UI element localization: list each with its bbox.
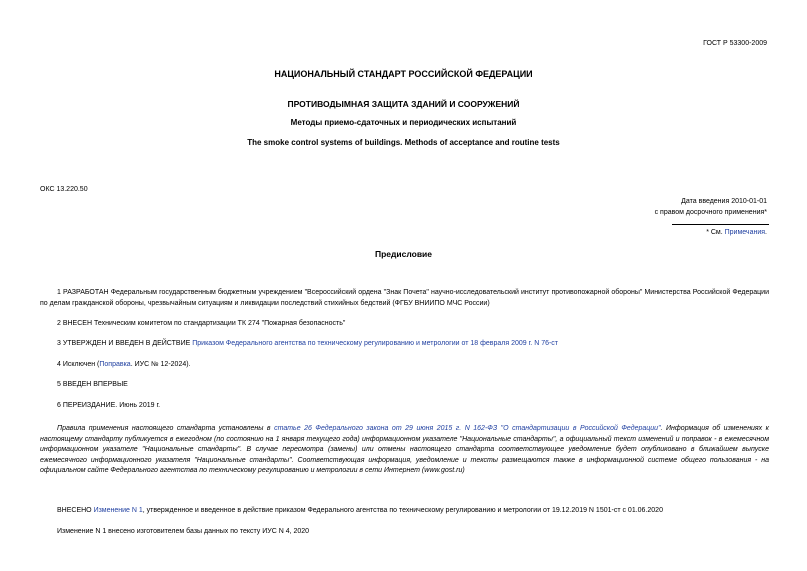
footnote-divider (672, 224, 769, 225)
intro-date: Дата введения 2010-01-01 (681, 198, 767, 205)
federal-law-link[interactable]: статье 26 Федерального закона от 29 июня 2015 г. N 162-ФЗ "О стандартизации в Российской Федерации" (274, 425, 661, 432)
title-en: The smoke control systems of buildings. Methods of acceptance and routine tests (247, 138, 560, 147)
preface-heading: Предисловие (374, 249, 433, 259)
subtitle-ru: Методы приемо-сдаточных и периодических испытаний (290, 118, 517, 127)
oks-code: ОКС 13.220.50 (40, 186, 88, 193)
document-code: ГОСТ Р 53300-2009 (703, 40, 767, 47)
standard-type-heading: НАЦИОНАЛЬНЫЙ СТАНДАРТ РОССИЙСКОЙ ФЕДЕРАЦИИ (274, 69, 533, 79)
preface-item-3: 3 УТВЕРЖДЕН И ВВЕДЕН В ДЕЙСТВИЕ Приказом Федерального агентства по техническому регулированию и метрологии от 18 февраля 2009 г. N 76-ст (57, 340, 559, 347)
preface-item-5: 5 ВВЕДЕН ВПЕРВЫЕ (57, 381, 128, 388)
amendment-note: ВНЕСЕНО Изменение N 1, утвержденное и введенное в действие приказом Федерального агентства по техническому регулированию и метрологии от 19.12.2019 N 1501-ст с 01.06.2020 (57, 507, 663, 514)
amendment-link[interactable]: Изменение N 1 (93, 507, 143, 514)
notes-link[interactable]: Примечания (724, 229, 766, 236)
preface-item-6: 6 ПЕРЕИЗДАНИЕ. Июнь 2019 г. (57, 402, 161, 409)
preface-item-4: 4 Исключен (Поправка. ИУС № 12-2024). (57, 361, 191, 368)
title-ru: ПРОТИВОДЫМНАЯ ЗАЩИТА ЗДАНИЙ И СООРУЖЕНИЙ (287, 99, 520, 109)
preface-item-2: 2 ВНЕСЕН Техническим комитетом по стандартизации ТК 274 "Пожарная безопасность" (57, 320, 346, 327)
correction-link[interactable]: Поправка (99, 361, 131, 368)
footnote: * См. Примечания. (706, 229, 767, 236)
application-rules: Правила применения настоящего стандарта установлены в статье 26 Федерального закона от 29 июня 2015 г. N 162-ФЗ "О стандартизации в Российской Федерации". Информация об изменениях к настоящему стандарту публикуется в ежегодном (по состоянию на 1 января текущего года) информационном указателе "Национальные стандарты", а официальный текст изменений и поправок - в ежемесячном информационном указателе "Национальные стандарты". В случае пересмотра (замены) или отмены настоящего стандарта соответствующее уведомление будет опубликовано в ближайшем выпуске ежемесячного информационного указателя "Национальные стандарты". Соответствующая информация, уведомление и тексты размещаются также в информационной системе общего пользования - на официальном сайте Федерального агентства по техническому регулированию и метрологии в сети Интернет (www.gost.ru) (40, 425, 769, 474)
order-link[interactable]: Приказом Федерального агентства по техническому регулированию и метрологии от 18 февраля 2009 г. N 76-ст (192, 340, 559, 347)
amendment-source-note: Изменение N 1 внесено изготовителем базы данных по тексту ИУС N 4, 2020 (57, 528, 310, 535)
preface-item-1: 1 РАЗРАБОТАН Федеральным государственным бюджетным учреждением "Всероссийский ордена "Знак Почета" научно-исследовательский институт противопожарной обороны" Министерства Российской Федерации по делам гражданской обороны, чрезвычайным ситуациям и ликвидации последствий стихийных бедствий (ФГБУ ВНИИПО МЧС России) (40, 289, 769, 307)
early-application-note: с правом досрочного применения* (654, 209, 767, 216)
